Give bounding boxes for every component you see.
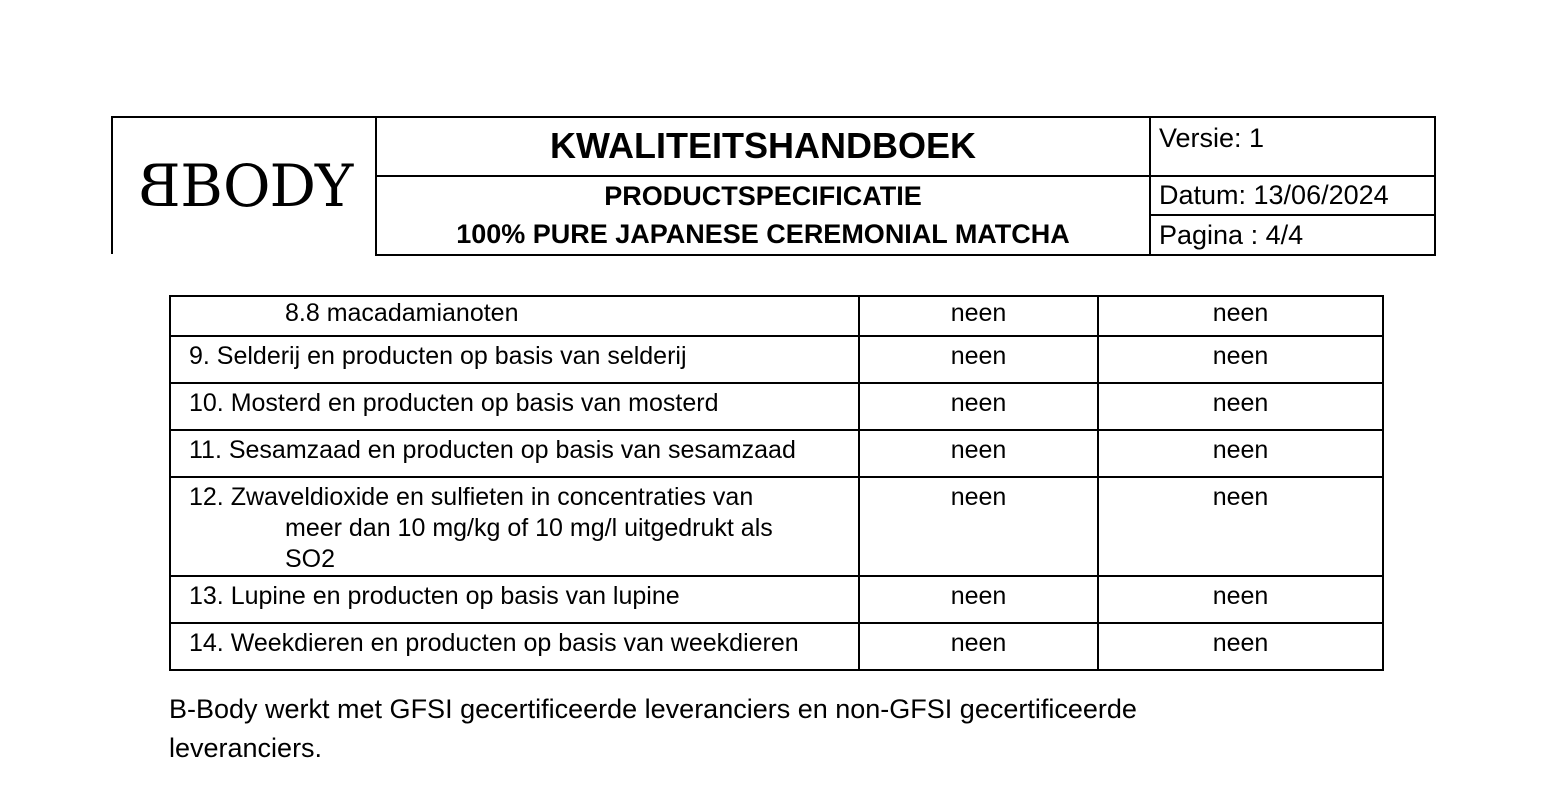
supplier-note: B-Body werkt met GFSI gecertificeerde leveranciers en non-GFSI gecertificeerde leveranciers. <box>169 694 1137 763</box>
table-row <box>170 430 1383 477</box>
allergen-name: 10. Mosterd en producten op basis van mosterd <box>170 383 859 430</box>
allergen-name: 9. Selderij en producten op basis van selderij <box>170 336 859 383</box>
allergen-name-line1: 12. Zwaveldioxide en sulfieten in concentraties van <box>189 483 754 511</box>
allergen-value-col2: neen <box>1098 477 1383 576</box>
table-row <box>170 576 1383 623</box>
allergen-name: 8.8 macadamianoten <box>170 296 859 336</box>
allergen-name-line3: SO2 <box>285 545 336 573</box>
document-title: KWALITEITSHANDBOEK <box>550 125 976 166</box>
allergen-value-col2: neen <box>1098 383 1383 430</box>
allergen-name: 13. Lupine en producten op basis van lupine <box>170 576 859 623</box>
header-border-right <box>1434 116 1436 256</box>
table-row <box>170 296 1383 336</box>
allergen-value-col1: neen <box>859 383 1098 430</box>
allergen-name: 14. Weekdieren en producten op basis van weekdieren <box>170 623 859 670</box>
table-row <box>170 477 1383 576</box>
logo-flipped-letter: B <box>138 152 181 220</box>
product-name: 100% PURE JAPANESE CEREMONIAL MATCHA <box>456 219 1070 249</box>
allergen-value-col2: neen <box>1098 336 1383 383</box>
allergen-value-col1: neen <box>859 430 1098 477</box>
allergen-value-col1: neen <box>859 576 1098 623</box>
allergen-name: 11. Sesamzaad en producten op basis van sesamzaad <box>170 430 859 477</box>
date-label: Datum: 13/06/2024 <box>1159 179 1389 210</box>
table-row <box>170 336 1383 383</box>
allergen-value-col1: neen <box>859 296 1098 336</box>
allergen-value-col2: neen <box>1098 296 1383 336</box>
header-border-bottom <box>375 254 1436 256</box>
allergen-name-line2: meer dan 10 mg/kg of 10 mg/l uitgedrukt als <box>285 514 773 542</box>
logo-rest: BODY <box>180 152 353 220</box>
allergen-value-col2: neen <box>1098 623 1383 670</box>
brand-logo <box>111 116 376 256</box>
allergen-name <box>170 477 859 576</box>
allergen-table <box>169 295 1384 671</box>
document-header <box>111 116 1436 256</box>
page-label: Pagina : 4/4 <box>1159 219 1304 250</box>
allergen-value-col2: neen <box>1098 430 1383 477</box>
document-subtitle: PRODUCTSPECIFICATIE <box>604 180 922 211</box>
table-row <box>170 623 1383 670</box>
allergen-value-col1: neen <box>859 623 1098 670</box>
version-label: Versie: 1 <box>1159 122 1265 153</box>
table-row <box>170 383 1383 430</box>
allergen-value-col2: neen <box>1098 576 1383 623</box>
allergen-value-col1: neen <box>859 336 1098 383</box>
allergen-value-col1: neen <box>859 477 1098 576</box>
